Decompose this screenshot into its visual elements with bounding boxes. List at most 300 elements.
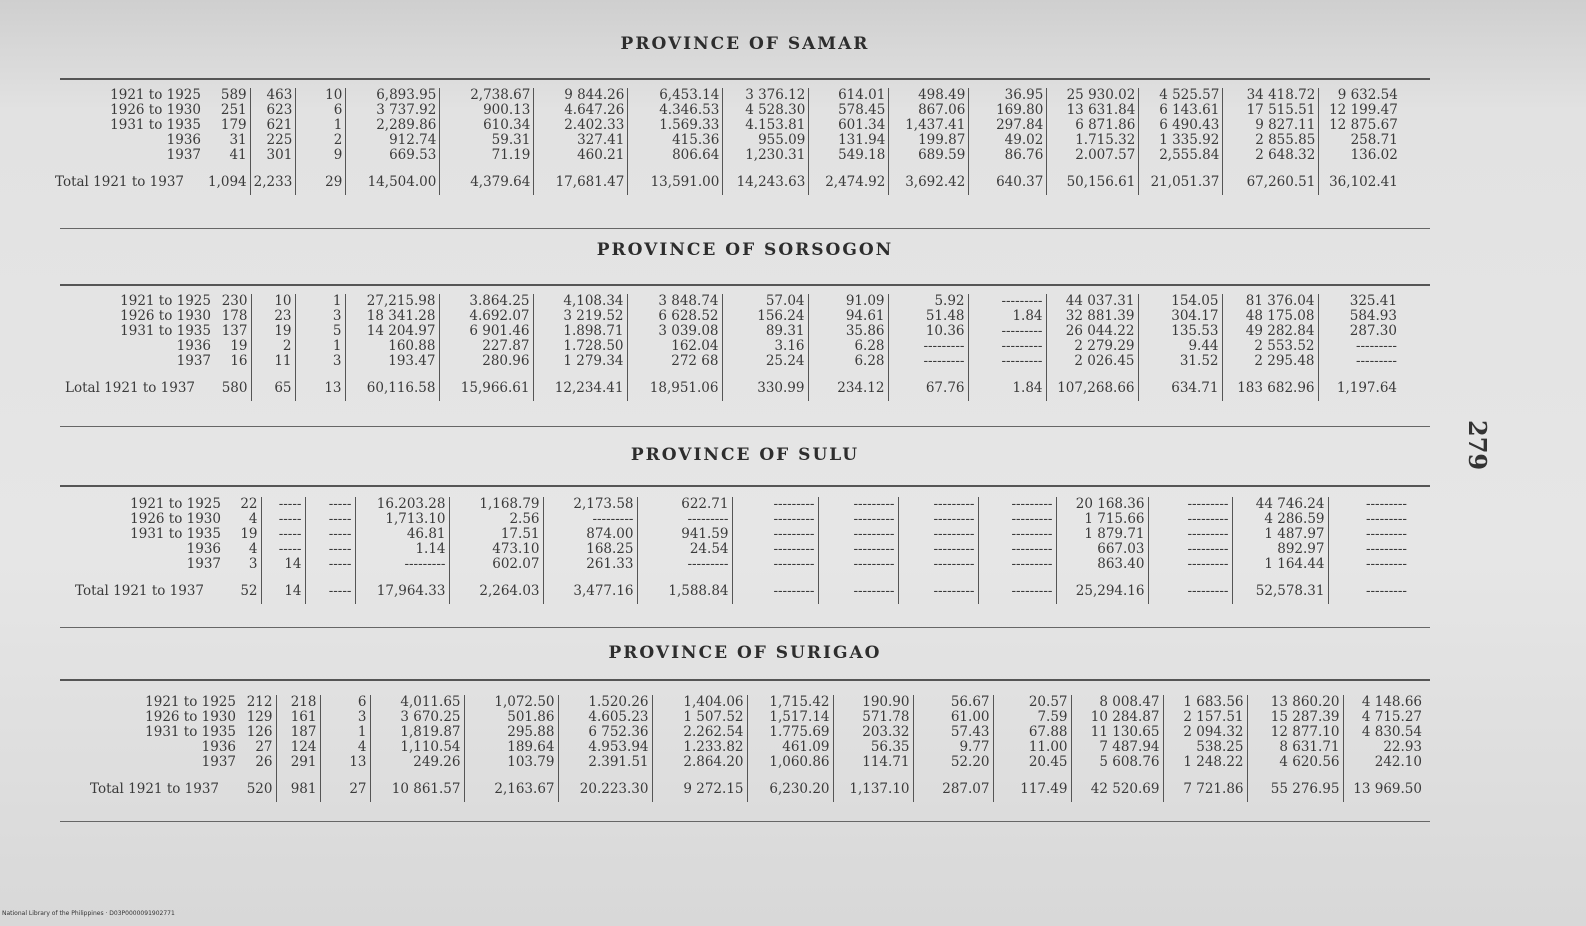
table-cell: 280.96	[439, 354, 533, 369]
archive-footer: National Library of the Philippines · D03P0000091902771	[2, 910, 175, 917]
table-cell: 20.45	[993, 755, 1071, 770]
table-cell: 46.81	[355, 527, 449, 542]
table-cell: 49 282.84	[1222, 324, 1318, 339]
table-row	[55, 118, 1401, 133]
table-cell: 12 199.47	[1329, 103, 1398, 118]
table-row	[55, 133, 1401, 148]
table-cell: 912.74	[346, 133, 440, 148]
table-cell: 1 164.44	[1232, 557, 1328, 572]
total-cell: 2,163.67	[464, 780, 558, 802]
table-cell: 41	[205, 148, 250, 163]
table-cell: 806.64	[628, 148, 723, 163]
table-cell: 5	[295, 324, 345, 339]
table-cell: ---------	[637, 512, 732, 527]
table-cell: 31.52	[1138, 354, 1222, 369]
table-cell: 1 683.56	[1163, 695, 1247, 710]
total-cell: 9 272.15	[652, 780, 747, 802]
table-cell: 1	[320, 725, 370, 740]
table-cell: 7.59	[993, 710, 1071, 725]
table-cell: 6.28	[808, 354, 888, 369]
total-label: Lotal 1921 to 1937	[65, 380, 196, 396]
table-cell: 9 827.11	[1223, 118, 1319, 133]
total-cell: 3,477.16	[543, 582, 637, 604]
table-cell: 8 008.47	[1071, 695, 1163, 710]
table-cell: ---------	[1148, 512, 1232, 527]
table-cell: 86.76	[969, 148, 1047, 163]
row-label: 1926 to 1930	[130, 512, 221, 527]
table-row	[75, 497, 1410, 512]
table-cell: 44 746.24	[1232, 497, 1328, 512]
table-cell: 11	[251, 354, 295, 369]
table-cell: 19	[215, 339, 251, 354]
table-cell: 1,404.06	[652, 695, 747, 710]
table-cell: 56.67	[913, 695, 993, 710]
data-table	[90, 695, 1425, 802]
table-cell: 13	[320, 755, 370, 770]
table-cell: -----	[305, 497, 355, 512]
total-row	[65, 379, 1400, 401]
province-title: PROVINCE OF SURIGAO	[608, 643, 882, 663]
table-cell: 415.36	[628, 133, 723, 148]
table-cell: 2 094.32	[1163, 725, 1247, 740]
total-cell: ---------	[732, 582, 818, 604]
table-cell: 227.87	[439, 339, 533, 354]
table-cell: 19	[251, 324, 295, 339]
table-cell: 14 204.97	[345, 324, 439, 339]
table-cell: 162.04	[627, 339, 722, 354]
table-cell: ---------	[732, 542, 818, 557]
table-cell: 4	[225, 512, 261, 527]
table-cell: 6 871.86	[1047, 118, 1139, 133]
table-cell: 460.21	[534, 148, 628, 163]
row-label: 1937	[166, 148, 201, 163]
table-cell: ---------	[1355, 354, 1397, 369]
table-cell: 3.16	[722, 339, 808, 354]
total-cell: 2,474.92	[809, 173, 889, 195]
total-cell: 580	[215, 379, 251, 401]
table-cell: 3	[320, 710, 370, 725]
table-cell: ---------	[732, 557, 818, 572]
total-cell: 67.76	[888, 379, 968, 401]
table-cell: 272 68	[627, 354, 722, 369]
table-cell: 3 376.12	[723, 88, 809, 103]
table-cell: 218	[276, 695, 320, 710]
row-label: 1926 to 1930	[120, 309, 211, 324]
table-cell: ---------	[732, 527, 818, 542]
total-cell: 183 682.96	[1222, 379, 1318, 401]
table-cell: ---------	[978, 512, 1056, 527]
table-cell: 610.34	[440, 118, 534, 133]
table-cell: 14	[261, 557, 305, 572]
table-cell: 501.86	[464, 710, 558, 725]
table-cell: 4.153.81	[723, 118, 809, 133]
table-cell: 137	[215, 324, 251, 339]
table-cell: 304.17	[1138, 309, 1222, 324]
table-cell: 863.40	[1056, 557, 1148, 572]
table-cell: ---------	[1365, 542, 1407, 557]
total-cell: -----	[305, 582, 355, 604]
table-cell: 22.93	[1383, 740, 1422, 755]
table-cell: ---------	[1365, 557, 1407, 572]
total-cell: 13,591.00	[628, 173, 723, 195]
table-cell: 1.775.69	[747, 725, 833, 740]
table-cell: 1,060.86	[747, 755, 833, 770]
table-cell: 9 632.54	[1337, 88, 1398, 103]
table-cell: -----	[261, 527, 305, 542]
total-cell: ---------	[978, 582, 1056, 604]
total-row	[55, 173, 1401, 195]
row-label: 1926 to 1930	[110, 103, 201, 118]
table-cell: 6 490.43	[1139, 118, 1223, 133]
table-cell: 57.43	[913, 725, 993, 740]
row-label: 1936	[166, 133, 201, 148]
table-row	[55, 88, 1401, 103]
total-cell: 18,951.06	[627, 379, 722, 401]
total-cell: 10 861.57	[370, 780, 464, 802]
table-cell: 6 901.46	[439, 324, 533, 339]
table-cell: 4 830.54	[1361, 725, 1422, 740]
table-cell: 2.56	[449, 512, 543, 527]
table-cell: 22	[225, 497, 261, 512]
table-cell: 2.391.51	[558, 755, 652, 770]
row-label: 1936	[186, 542, 221, 557]
table-cell: 9.77	[913, 740, 993, 755]
table-cell: 1 248.22	[1163, 755, 1247, 770]
table-cell: 1.715.32	[1047, 133, 1139, 148]
table-cell: 23	[251, 309, 295, 324]
table-cell: 3	[295, 354, 345, 369]
table-cell: ---------	[898, 497, 978, 512]
table-cell: 1.520.26	[558, 695, 652, 710]
table-cell: 667.03	[1056, 542, 1148, 557]
row-label: 1937	[176, 354, 211, 369]
table-row	[75, 542, 1410, 557]
total-cell: ---------	[818, 582, 898, 604]
total-cell: 65	[251, 379, 295, 401]
table-cell: 24.54	[637, 542, 732, 557]
table-cell: 199.87	[889, 133, 969, 148]
table-cell: ---------	[1148, 542, 1232, 557]
table-cell: 71.19	[440, 148, 534, 163]
table-cell: 461.09	[747, 740, 833, 755]
top-rule	[60, 78, 1430, 80]
table-cell: ---------	[732, 512, 818, 527]
row-label: 1921 to 1925	[110, 88, 201, 103]
row-label: 1931 to 1935	[110, 118, 201, 133]
table-cell: 190.90	[833, 695, 913, 710]
table-cell: 136.02	[1350, 148, 1398, 163]
table-cell: 622.71	[637, 497, 732, 512]
table-cell: 1,517.14	[747, 710, 833, 725]
table-cell: 8 631.71	[1247, 740, 1343, 755]
table-cell: 4,108.34	[533, 294, 627, 309]
total-cell: 17,964.33	[355, 582, 449, 604]
table-cell: 6,453.14	[628, 88, 723, 103]
total-cell: 117.49	[993, 780, 1071, 802]
table-cell: 2.402.33	[534, 118, 628, 133]
table-cell: ---------	[898, 557, 978, 572]
table-cell: 2,555.84	[1139, 148, 1223, 163]
total-cell: 21,051.37	[1139, 173, 1223, 195]
table-cell: 6 143.61	[1139, 103, 1223, 118]
table-cell: 1,715.42	[747, 695, 833, 710]
table-row	[90, 695, 1425, 710]
table-cell: 4 528.30	[723, 103, 809, 118]
table-cell: 89.31	[722, 324, 808, 339]
table-cell: ---------	[978, 527, 1056, 542]
table-cell: 135.53	[1138, 324, 1222, 339]
total-cell: 330.99	[722, 379, 808, 401]
table-cell: ---------	[968, 339, 1046, 354]
table-cell: 1,110.54	[370, 740, 464, 755]
total-label: Total 1921 to 1937	[55, 174, 185, 190]
table-cell: 52.20	[913, 755, 993, 770]
table-cell: 25.24	[722, 354, 808, 369]
table-cell: 892.97	[1232, 542, 1328, 557]
table-cell: 1 279.34	[533, 354, 627, 369]
table-cell: 900.13	[440, 103, 534, 118]
data-table	[65, 294, 1400, 401]
row-label: 1936	[201, 740, 236, 755]
table-cell: ---------	[978, 557, 1056, 572]
table-cell: -----	[305, 512, 355, 527]
total-cell: 50,156.61	[1047, 173, 1139, 195]
table-row	[90, 755, 1425, 770]
table-cell: 6	[296, 103, 346, 118]
total-label: Total 1921 to 1937	[75, 583, 205, 599]
table-cell: 20.57	[993, 695, 1071, 710]
table-cell: 623	[250, 103, 296, 118]
table-cell: 212	[240, 695, 276, 710]
total-cell: ---------	[1365, 583, 1407, 599]
total-cell: 1,137.10	[833, 780, 913, 802]
table-cell: 49.02	[969, 133, 1047, 148]
table-cell: 578.45	[809, 103, 889, 118]
table-cell: 251	[205, 103, 250, 118]
table-cell: 51.48	[888, 309, 968, 324]
table-cell: 249.26	[370, 755, 464, 770]
table-row	[75, 557, 1410, 572]
table-cell: 874.00	[543, 527, 637, 542]
total-cell: 55 276.95	[1247, 780, 1343, 802]
table-cell: 5 608.76	[1071, 755, 1163, 770]
table-cell: 17 515.51	[1223, 103, 1319, 118]
table-cell: 10 284.87	[1071, 710, 1163, 725]
table-cell: 538.25	[1163, 740, 1247, 755]
table-cell: ---------	[818, 542, 898, 557]
table-cell: 2.007.57	[1047, 148, 1139, 163]
table-cell: ---------	[1365, 512, 1407, 527]
table-cell: ---------	[818, 497, 898, 512]
table-cell: 48 175.08	[1222, 309, 1318, 324]
table-cell: 16	[215, 354, 251, 369]
table-cell: 12 875.67	[1329, 118, 1398, 133]
table-cell: ---------	[637, 557, 732, 572]
top-rule	[60, 485, 1430, 487]
table-cell: ---------	[818, 512, 898, 527]
table-cell: 2 855.85	[1223, 133, 1319, 148]
row-label: 1937	[201, 755, 236, 770]
page-number: 279	[1463, 420, 1492, 471]
table-cell: 1 507.52	[652, 710, 747, 725]
table-cell: 1,072.50	[464, 695, 558, 710]
table-cell: 2 026.45	[1046, 354, 1138, 369]
table-cell: 297.84	[969, 118, 1047, 133]
table-cell: 25 930.02	[1047, 88, 1139, 103]
bottom-rule	[60, 426, 1430, 427]
table-cell: 571.78	[833, 710, 913, 725]
total-cell: 27	[320, 780, 370, 802]
table-cell: 26	[240, 755, 276, 770]
table-cell: 131.94	[809, 133, 889, 148]
table-cell: 689.59	[889, 148, 969, 163]
table-row	[75, 527, 1410, 542]
table-cell: ---------	[888, 354, 968, 369]
table-cell: ---------	[968, 354, 1046, 369]
total-cell: 1,197.64	[1336, 380, 1397, 396]
table-cell: 325.41	[1349, 294, 1397, 309]
table-cell: 19	[225, 527, 261, 542]
table-cell: ---------	[355, 557, 449, 572]
table-cell: ---------	[888, 339, 968, 354]
table-cell: 2,289.86	[346, 118, 440, 133]
table-cell: 27	[240, 740, 276, 755]
table-row	[65, 294, 1400, 309]
table-cell: 4 715.27	[1361, 710, 1422, 725]
total-cell: 107,268.66	[1046, 379, 1138, 401]
table-cell: 91.09	[808, 294, 888, 309]
table-cell: 10.36	[888, 324, 968, 339]
spacer-row	[90, 770, 1425, 780]
total-cell: 13	[295, 379, 345, 401]
table-cell: 6,893.95	[346, 88, 440, 103]
table-cell: 6	[320, 695, 370, 710]
total-cell: 14,243.63	[723, 173, 809, 195]
table-cell: 2,173.58	[543, 497, 637, 512]
table-cell: 941.59	[637, 527, 732, 542]
total-cell: 20.223.30	[558, 780, 652, 802]
table-row	[90, 725, 1425, 740]
table-cell: -----	[261, 512, 305, 527]
table-cell: 67.88	[993, 725, 1071, 740]
row-label: 1921 to 1925	[120, 294, 211, 309]
table-cell: ---------	[1148, 557, 1232, 572]
total-cell: 640.37	[969, 173, 1047, 195]
table-cell: 2	[296, 133, 346, 148]
table-cell: 36.95	[969, 88, 1047, 103]
table-cell: 1.84	[968, 309, 1046, 324]
table-cell: 179	[205, 118, 250, 133]
table-cell: 3 848.74	[627, 294, 722, 309]
total-cell: 4,379.64	[440, 173, 534, 195]
table-cell: 7 487.94	[1071, 740, 1163, 755]
total-cell: 25,294.16	[1056, 582, 1148, 604]
data-table	[55, 88, 1401, 195]
table-cell: 17.51	[449, 527, 543, 542]
table-cell: 2 157.51	[1163, 710, 1247, 725]
table-cell: 1	[295, 294, 345, 309]
table-cell: 1,168.79	[449, 497, 543, 512]
table-cell: 4,011.65	[370, 695, 464, 710]
table-cell: 10	[296, 88, 346, 103]
table-cell: 59.31	[440, 133, 534, 148]
table-cell: 3 670.25	[370, 710, 464, 725]
table-cell: 114.71	[833, 755, 913, 770]
province-title: PROVINCE OF SULU	[630, 445, 860, 465]
table-cell: 27,215.98	[345, 294, 439, 309]
table-cell: 4.692.07	[439, 309, 533, 324]
table-cell: 56.35	[833, 740, 913, 755]
table-row	[55, 148, 1401, 163]
table-cell: 3 737.92	[346, 103, 440, 118]
province-title: PROVINCE OF SAMAR	[620, 34, 870, 54]
table-cell: ---------	[978, 497, 1056, 512]
table-row	[55, 103, 1401, 118]
table-cell: ---------	[1365, 527, 1407, 542]
table-cell: ---------	[818, 557, 898, 572]
table-cell: -----	[261, 497, 305, 512]
total-cell: 15,966.61	[439, 379, 533, 401]
table-cell: ---------	[818, 527, 898, 542]
table-cell: 549.18	[809, 148, 889, 163]
table-cell: 4	[225, 542, 261, 557]
table-cell: 295.88	[464, 725, 558, 740]
table-cell: 867.06	[889, 103, 969, 118]
table-cell: 12 877.10	[1247, 725, 1343, 740]
table-cell: 44 037.31	[1046, 294, 1138, 309]
table-cell: 154.05	[1138, 294, 1222, 309]
table-cell: 1 715.66	[1056, 512, 1148, 527]
table-cell: 168.25	[543, 542, 637, 557]
table-cell: 187	[276, 725, 320, 740]
total-cell: 52,578.31	[1232, 582, 1328, 604]
total-cell: 17,681.47	[534, 173, 628, 195]
table-cell: 4.346.53	[628, 103, 723, 118]
table-cell: 1,819.87	[370, 725, 464, 740]
table-cell: 621	[250, 118, 296, 133]
table-cell: 2,738.67	[440, 88, 534, 103]
table-cell: 1.728.50	[533, 339, 627, 354]
table-row	[90, 710, 1425, 725]
table-cell: ---------	[968, 324, 1046, 339]
table-cell: ---------	[978, 542, 1056, 557]
table-cell: 13 631.84	[1047, 103, 1139, 118]
table-cell: 3 219.52	[533, 309, 627, 324]
table-cell: 1 335.92	[1139, 133, 1223, 148]
bottom-rule	[60, 627, 1430, 628]
table-cell: 1 879.71	[1056, 527, 1148, 542]
total-cell: 7 721.86	[1163, 780, 1247, 802]
row-label: 1937	[186, 557, 221, 572]
table-cell: 2 279.29	[1046, 339, 1138, 354]
table-cell: 3 039.08	[627, 324, 722, 339]
total-label: Total 1921 to 1937	[90, 781, 220, 797]
table-cell: 160.88	[345, 339, 439, 354]
total-cell: 52	[225, 582, 261, 604]
total-cell: 2,233	[250, 173, 296, 195]
row-label: 1931 to 1935	[145, 725, 236, 740]
table-cell: 1.233.82	[652, 740, 747, 755]
table-cell: 11 130.65	[1071, 725, 1163, 740]
total-cell: 3,692.42	[889, 173, 969, 195]
table-cell: ---------	[968, 294, 1046, 309]
table-cell: 169.80	[969, 103, 1047, 118]
table-cell: 4 525.57	[1139, 88, 1223, 103]
table-cell: ---------	[1355, 339, 1397, 354]
table-cell: -----	[305, 542, 355, 557]
table-cell: 32 881.39	[1046, 309, 1138, 324]
table-row	[65, 309, 1400, 324]
